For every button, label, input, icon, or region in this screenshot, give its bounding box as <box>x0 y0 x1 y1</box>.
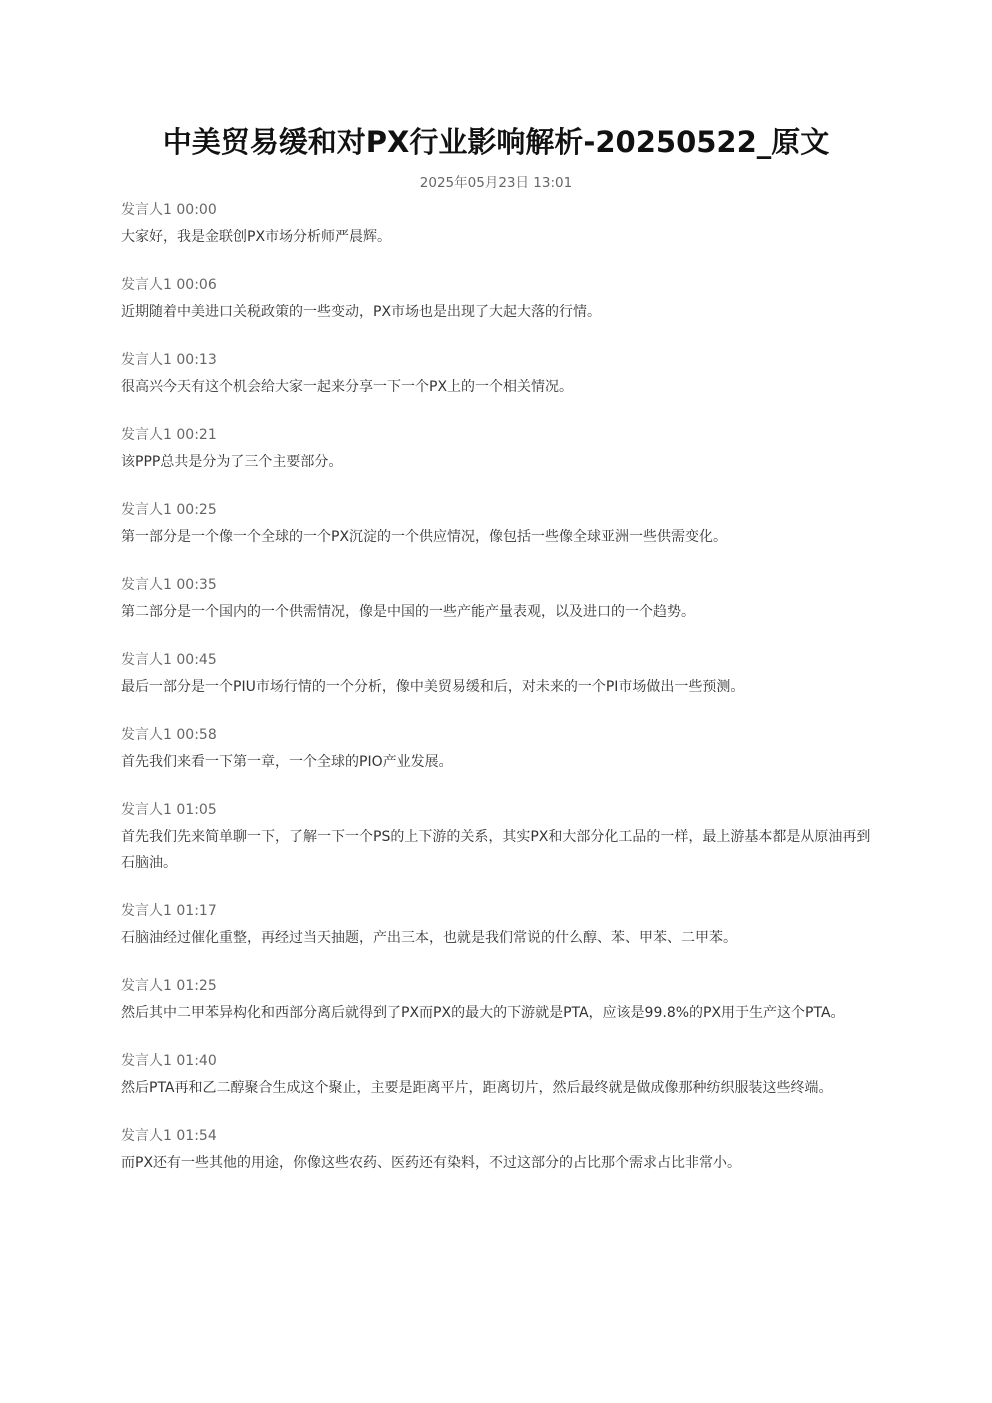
entry-meta <box>121 574 871 596</box>
timestamp: 00:45 <box>176 652 217 668</box>
transcript-entry <box>121 199 871 250</box>
speaker-name: 发言人1 <box>121 1128 172 1144</box>
transcript-entry <box>121 499 871 550</box>
document-date: 2025年05月23日 13:01 <box>419 175 573 191</box>
entry-meta <box>121 499 871 521</box>
entry-meta <box>121 274 871 296</box>
entry-meta <box>121 900 871 922</box>
transcript-entry <box>121 424 871 475</box>
entry-text: 然后PTA再和乙二醇聚合生成这个聚止，主要是距离平片，距离切片，然后最终就是做成像那种纺织服装这些终端。 <box>121 1080 833 1096</box>
timestamp: 00:58 <box>176 727 217 743</box>
entry-text: 该PPP总共是分为了三个主要部分。 <box>121 454 343 470</box>
timestamp: 00:21 <box>176 427 217 443</box>
speaker-name: 发言人1 <box>121 1053 172 1069</box>
speaker-name: 发言人1 <box>121 652 172 668</box>
timestamp: 00:13 <box>176 352 217 368</box>
timestamp: 00:25 <box>176 502 217 518</box>
entry-meta <box>121 975 871 997</box>
entry-text: 石脑油经过催化重整，再经过当天抽题，产出三本，也就是我们常说的什么醇、苯、甲苯、二甲苯。 <box>121 930 737 946</box>
entry-text: 首先我们来看一下第一章，一个全球的PIO产业发展。 <box>121 754 453 770</box>
entry-meta <box>121 424 871 446</box>
entry-meta <box>121 199 871 221</box>
transcript-entry <box>121 724 871 775</box>
speaker-name: 发言人1 <box>121 978 172 994</box>
timestamp: 01:05 <box>176 802 217 818</box>
transcript-entry <box>121 799 871 876</box>
transcript-entry <box>121 274 871 325</box>
entry-meta <box>121 724 871 746</box>
transcript-entry <box>121 1125 871 1176</box>
transcript-entry <box>121 649 871 700</box>
entry-text: 大家好，我是金联创PX市场分析师严晨辉。 <box>121 229 392 245</box>
speaker-name: 发言人1 <box>121 577 172 593</box>
entry-meta <box>121 649 871 671</box>
entry-text: 近期随着中美进口关税政策的一些变动，PX市场也是出现了大起大落的行情。 <box>121 304 602 320</box>
transcript-entry <box>121 349 871 400</box>
entry-meta <box>121 1125 871 1147</box>
timestamp: 01:54 <box>176 1128 217 1144</box>
entry-text: 最后一部分是一个PIU市场行情的一个分析，像中美贸易缓和后，对未来的一个PI市场做出一些预测。 <box>121 679 745 695</box>
document-title: 中美贸易缓和对PX行业影响解析-20250522_原文 <box>162 125 830 159</box>
timestamp: 00:00 <box>176 202 217 218</box>
entry-text: 第一部分是一个像一个全球的一个PX沉淀的一个供应情况，像包括一些像全球亚洲一些供需变化。 <box>121 529 728 545</box>
entry-meta <box>121 349 871 371</box>
speaker-name: 发言人1 <box>121 502 172 518</box>
timestamp: 01:40 <box>176 1053 217 1069</box>
transcript-entry <box>121 1050 871 1101</box>
speaker-name: 发言人1 <box>121 802 172 818</box>
speaker-name: 发言人1 <box>121 427 172 443</box>
timestamp: 00:06 <box>176 277 217 293</box>
entry-meta <box>121 1050 871 1072</box>
entry-text: 首先我们先来简单聊一下，了解一下一个PS的上下游的关系，其实PX和大部分化工品的一样，最上游基本都是从原油再到石脑油。 <box>121 829 871 871</box>
timestamp: 00:35 <box>176 577 217 593</box>
speaker-name: 发言人1 <box>121 727 172 743</box>
timestamp: 01:25 <box>176 978 217 994</box>
timestamp: 01:17 <box>176 903 217 919</box>
entry-text: 很高兴今天有这个机会给大家一起来分享一下一个PX上的一个相关情况。 <box>121 379 574 395</box>
transcript-entry <box>121 975 871 1026</box>
transcript-entry <box>121 574 871 625</box>
speaker-name: 发言人1 <box>121 277 172 293</box>
entry-text: 然后其中二甲苯异构化和西部分离后就得到了PX而PX的最大的下游就是PTA，应该是99.8%的PX用于生产这个PTA。 <box>121 1005 845 1021</box>
speaker-name: 发言人1 <box>121 903 172 919</box>
transcript-entry <box>121 900 871 951</box>
speaker-name: 发言人1 <box>121 202 172 218</box>
entry-meta <box>121 799 871 821</box>
entry-text: 而PX还有一些其他的用途，你像这些农药、医药还有染料，不过这部分的占比那个需求占比非常小。 <box>121 1155 742 1171</box>
entry-text: 第二部分是一个国内的一个供需情况，像是中国的一些产能产量表观，以及进口的一个趋势。 <box>121 604 695 620</box>
transcript-list <box>121 199 871 1200</box>
speaker-name: 发言人1 <box>121 352 172 368</box>
